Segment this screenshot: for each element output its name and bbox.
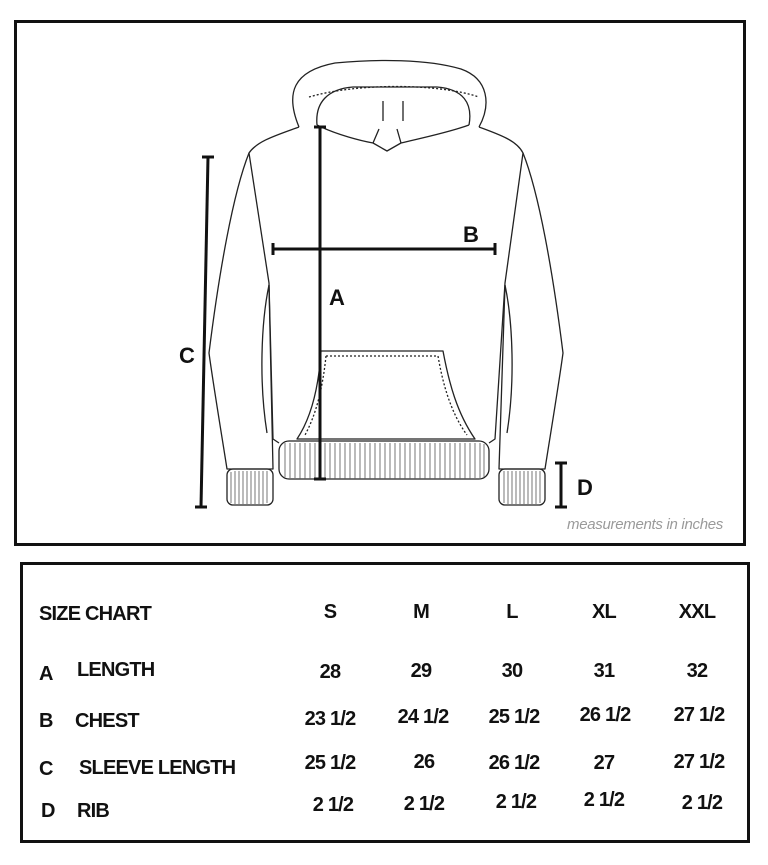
row-label-rib: RIB [77, 800, 110, 822]
rib-xl: 2 1/2 [583, 789, 625, 811]
sleeve-l: 26 1/2 [488, 752, 540, 774]
size-header-xxl: XXL [678, 601, 716, 623]
size-header-l: L [506, 601, 518, 623]
hoodie-diagram-panel [14, 20, 746, 546]
dimension-b-label: B [463, 222, 479, 247]
body-outline [249, 127, 299, 443]
hood-inner [317, 87, 470, 125]
dimension-a-label: A [329, 285, 345, 310]
left-sleeve [209, 153, 273, 469]
sleeve-xl: 27 [593, 752, 615, 774]
rib-s: 2 1/2 [312, 794, 354, 816]
measurement-units-note: measurements in inches [567, 516, 723, 533]
row-label-length: LENGTH [77, 659, 155, 681]
kangaroo-pocket [297, 351, 475, 439]
length-s: 28 [319, 661, 341, 683]
chest-s: 23 1/2 [304, 708, 356, 730]
dimension-c-label: C [179, 343, 195, 368]
length-m: 29 [410, 660, 432, 682]
row-letter-a: A [39, 663, 53, 685]
sleeve-m: 26 [413, 751, 435, 773]
waist-rib [279, 441, 489, 479]
chest-l: 25 1/2 [488, 706, 540, 728]
size-header-xl: XL [592, 601, 616, 623]
length-xxl: 32 [686, 660, 708, 682]
row-label-sleeve-length: SLEEVE LENGTH [79, 757, 236, 779]
rib-xxl: 2 1/2 [681, 792, 723, 814]
chest-xxl: 27 1/2 [673, 704, 725, 726]
chest-m: 24 1/2 [397, 706, 449, 728]
sleeve-xxl: 27 1/2 [673, 751, 725, 773]
rib-m: 2 1/2 [403, 793, 445, 815]
sleeve-s: 25 1/2 [304, 752, 356, 774]
hoodie-illustration [17, 23, 743, 543]
right-cuff [499, 469, 545, 505]
chest-xl: 26 1/2 [579, 704, 631, 726]
dimension-d-label: D [577, 475, 593, 500]
rib-l: 2 1/2 [495, 791, 537, 813]
dimension-c-line [201, 157, 208, 507]
row-letter-d: D [41, 800, 55, 822]
size-chart-table [20, 562, 750, 843]
row-letter-b: B [39, 710, 53, 732]
size-chart-title: SIZE CHART [39, 603, 152, 625]
left-cuff [227, 469, 273, 505]
size-header-s: S [323, 601, 337, 623]
size-header-m: M [413, 601, 429, 623]
row-letter-c: C [39, 758, 53, 780]
length-xl: 31 [593, 660, 615, 682]
length-l: 30 [501, 660, 523, 682]
row-label-chest: CHEST [75, 710, 139, 732]
